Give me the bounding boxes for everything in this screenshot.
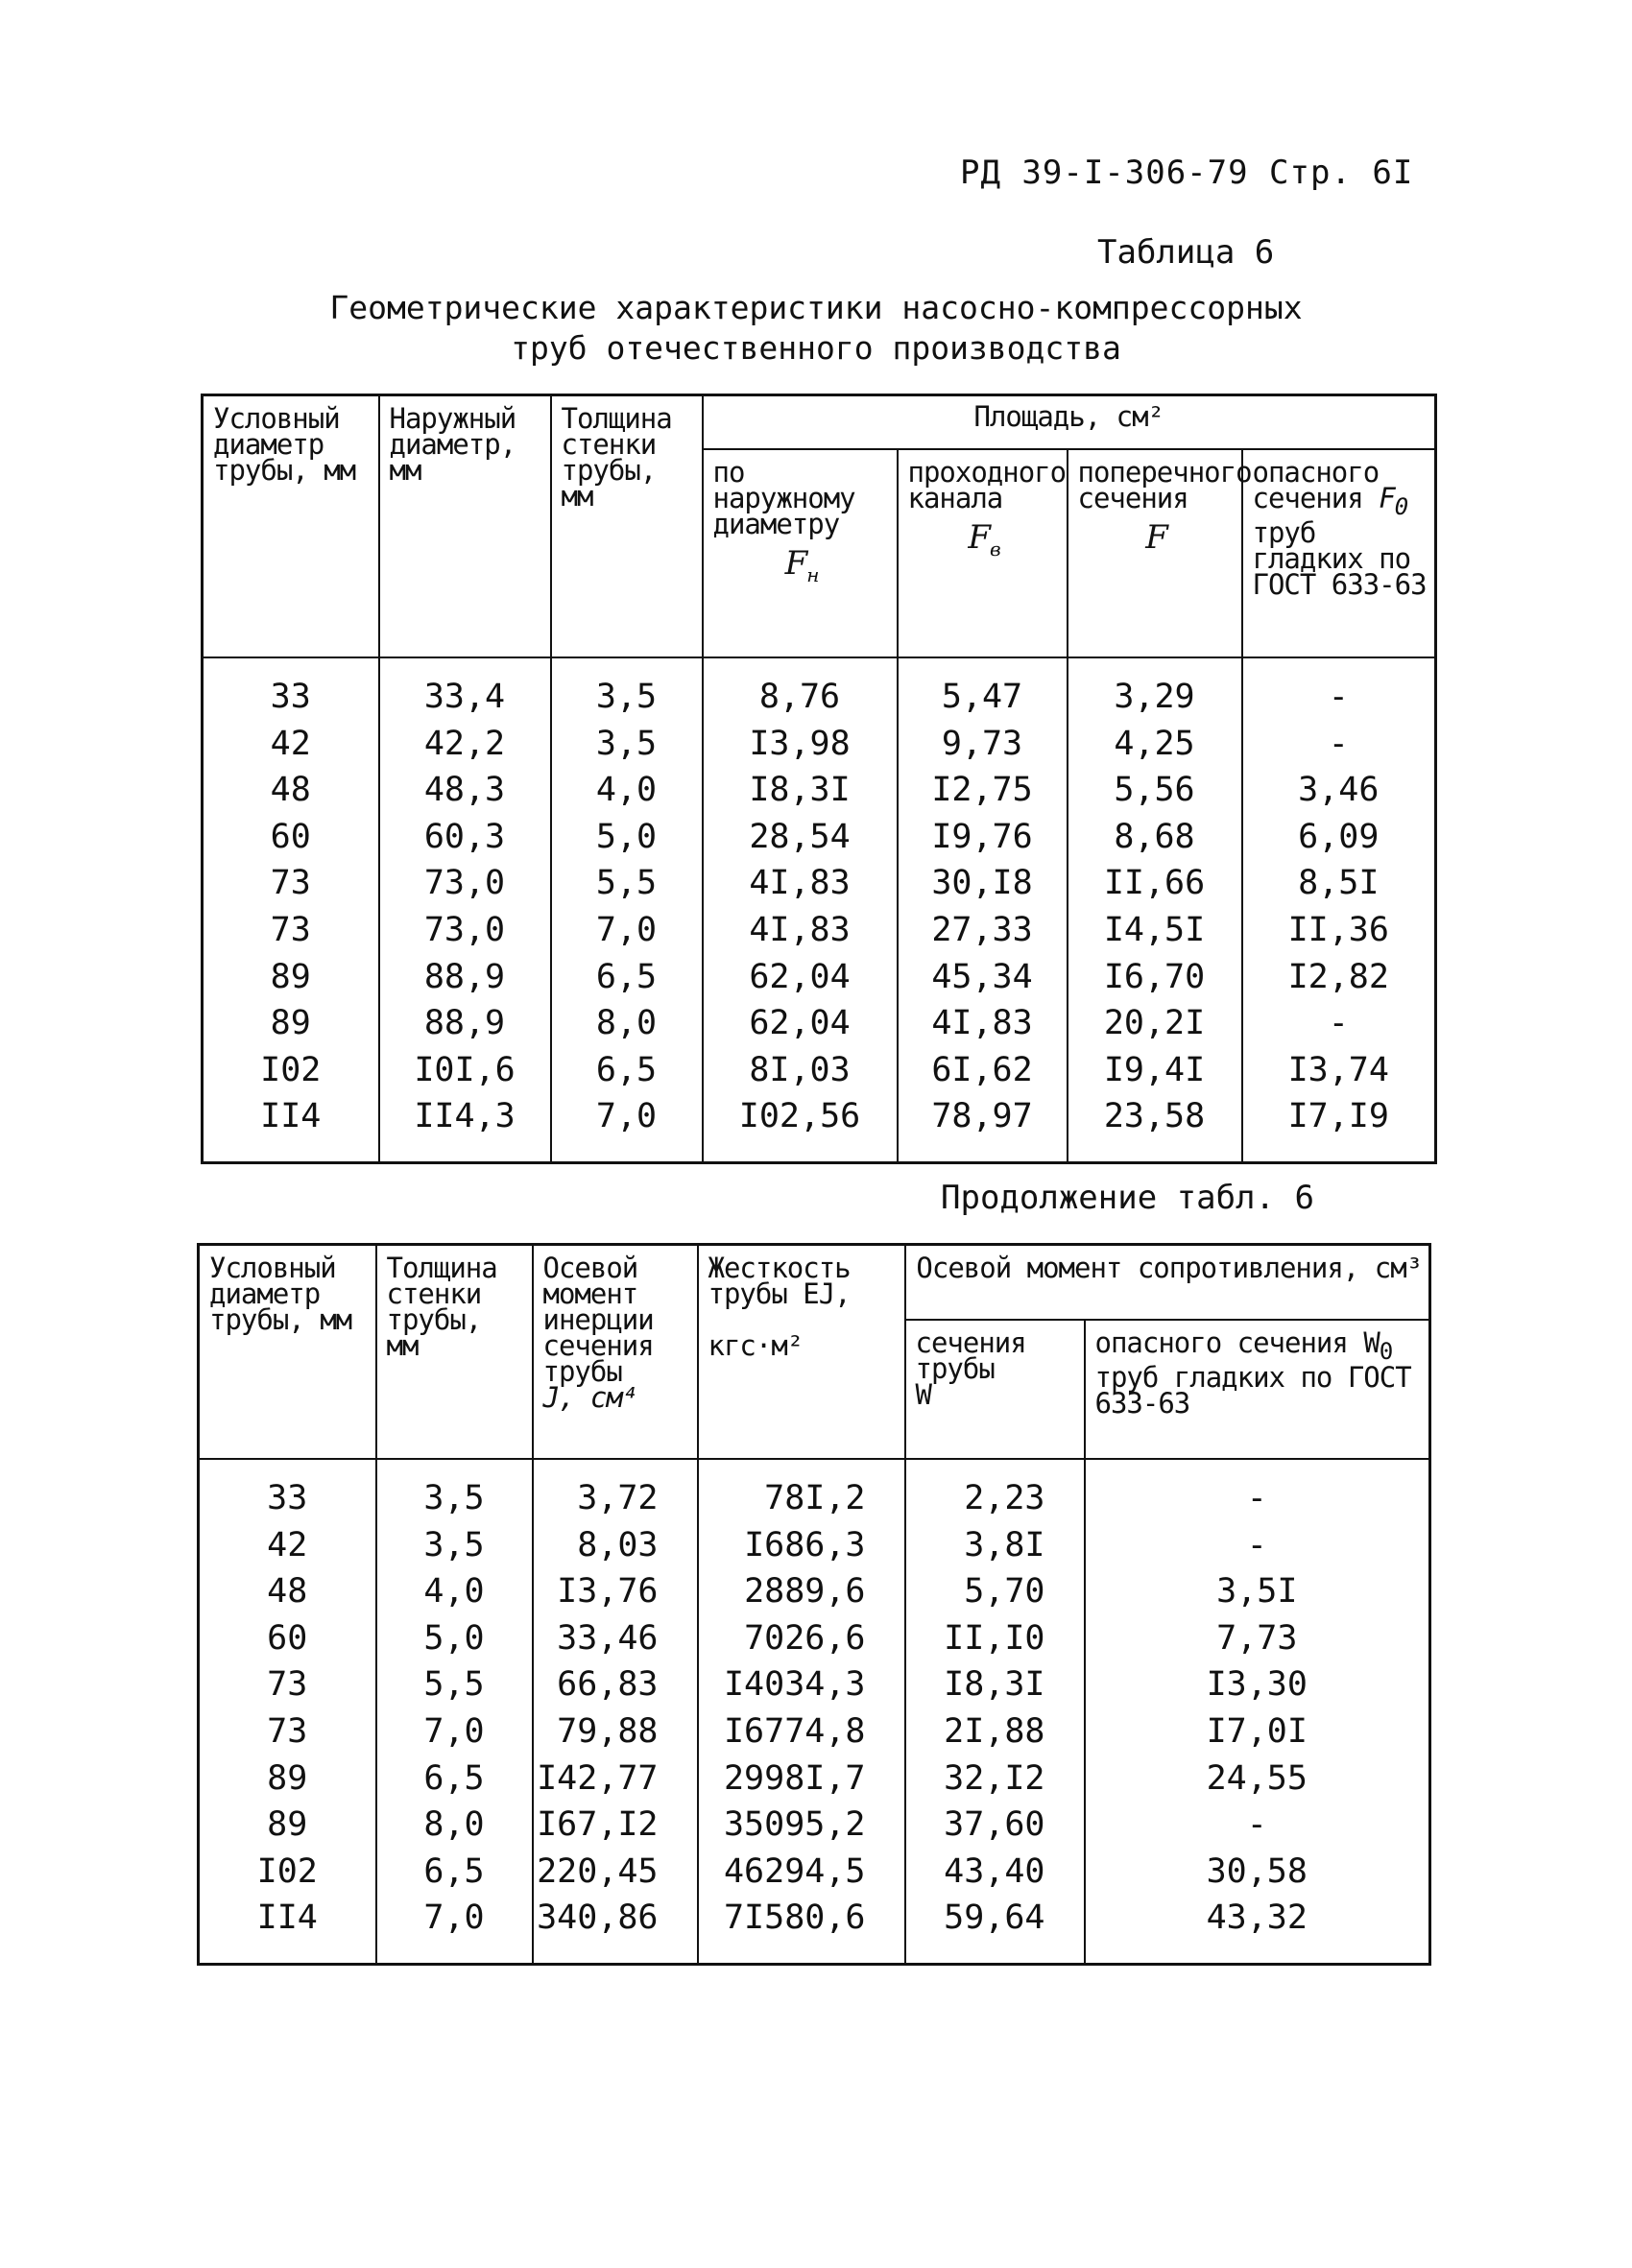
table-cell: 33	[199, 1459, 376, 1522]
table-cell: 9,73	[898, 721, 1068, 768]
table-cell: II4,3	[379, 1093, 551, 1162]
table-cell: 2889,6	[698, 1568, 905, 1615]
table-cell: I7,0I	[1085, 1708, 1430, 1755]
table-cell: 24,55	[1085, 1755, 1430, 1802]
table-cell: I4,5I	[1068, 907, 1242, 954]
table-row	[203, 1093, 1436, 1162]
table-cell: -	[1242, 657, 1436, 721]
table-cell: I3,76	[533, 1568, 698, 1615]
table-cell: 220,45	[533, 1849, 698, 1896]
table-cell: 46294,5	[698, 1849, 905, 1896]
table-row	[199, 1802, 1430, 1849]
table-cell: 89	[199, 1802, 376, 1849]
table-cell: 33,4	[379, 657, 551, 721]
table-cell: I8,3I	[905, 1661, 1085, 1708]
table-cell: 27,33	[898, 907, 1068, 954]
table-row	[199, 1522, 1430, 1569]
table-cell: II4	[203, 1093, 379, 1162]
header-danger-moment: опасного сечения $W_0$ труб гладких по ГОСТ 633-63	[1085, 1320, 1430, 1459]
f-v-symbol: $F_в$	[968, 518, 1000, 561]
table-cell: 4,0	[551, 767, 703, 814]
table-cell: 7,0	[376, 1895, 533, 1964]
table-cell: I02	[203, 1047, 379, 1094]
table-cell: 3,72	[533, 1459, 698, 1522]
table-cell: 5,56	[1068, 767, 1242, 814]
table-cell: I2,82	[1242, 954, 1436, 1001]
table-row	[199, 1615, 1430, 1662]
table-cell: 4,0	[376, 1568, 533, 1615]
table-cell: II,36	[1242, 907, 1436, 954]
table-cell: 2998I,7	[698, 1755, 905, 1802]
table-cell: I7,I9	[1242, 1093, 1436, 1162]
table-cell: 89	[203, 954, 379, 1001]
table-cell: 89	[199, 1755, 376, 1802]
table-cell: 37,60	[905, 1802, 1085, 1849]
table-row	[203, 721, 1436, 768]
w0-symbol: $W_0$	[1363, 1326, 1393, 1365]
table-cell: 66,83	[533, 1661, 698, 1708]
table-cell: 7,0	[551, 1093, 703, 1162]
table-row	[203, 954, 1436, 1001]
table-cell: 8,76	[703, 657, 898, 721]
table-cell: I2,75	[898, 767, 1068, 814]
table-row	[199, 1661, 1430, 1708]
table-cell: 8I,03	[703, 1047, 898, 1094]
table-title	[288, 288, 1344, 369]
table-cell: -	[1242, 721, 1436, 768]
table-cell: 30,58	[1085, 1849, 1430, 1896]
table-cell: 6,5	[376, 1755, 533, 1802]
table-cell: 8,0	[376, 1802, 533, 1849]
table-cell: 6,5	[376, 1849, 533, 1896]
table-cell: 62,04	[703, 954, 898, 1001]
table-row	[203, 767, 1436, 814]
table-cell: 78,97	[898, 1093, 1068, 1162]
table-cell: 7,73	[1085, 1615, 1430, 1662]
table-row	[203, 860, 1436, 907]
header-wall-thickness-2: Толщина стенки трубы, мм	[376, 1245, 533, 1460]
table-cell: 48	[203, 767, 379, 814]
f-symbol: F	[1145, 518, 1167, 557]
header-area-channel: проходного канала $F_в$	[898, 449, 1068, 657]
table-cell: 2I,88	[905, 1708, 1085, 1755]
f-n-symbol: $F_н$	[784, 544, 819, 586]
table-cell: I02	[199, 1849, 376, 1896]
table-cell: I9,76	[898, 814, 1068, 861]
table-cell: 4I,83	[703, 907, 898, 954]
moment-table	[197, 1243, 1431, 1966]
table-row	[199, 1459, 1430, 1522]
table-cell: 2,23	[905, 1459, 1085, 1522]
table-cell: 33	[203, 657, 379, 721]
table-cell: 4,25	[1068, 721, 1242, 768]
table-cell: II4	[199, 1895, 376, 1964]
table-cell: I3,30	[1085, 1661, 1430, 1708]
table-cell: 45,34	[898, 954, 1068, 1001]
table-cell: 89	[203, 1000, 379, 1047]
table-cell: 79,88	[533, 1708, 698, 1755]
table-cell: 3,5I	[1085, 1568, 1430, 1615]
table-cell: 3,46	[1242, 767, 1436, 814]
table-cell: 73	[199, 1708, 376, 1755]
table-cell: 73,0	[379, 907, 551, 954]
table-cell: 5,0	[376, 1615, 533, 1662]
table-cell: 5,0	[551, 814, 703, 861]
header-outer-diameter: Наружный диаметр, мм	[379, 395, 551, 658]
table-cell: -	[1085, 1522, 1430, 1569]
table-cell: I3,98	[703, 721, 898, 768]
table-cell: 73	[203, 860, 379, 907]
table-row	[199, 1568, 1430, 1615]
w-symbol: W	[915, 1378, 931, 1411]
header-area-group: Площадь, см²	[703, 395, 1436, 450]
table-cell: 35095,2	[698, 1802, 905, 1849]
table-cell: II,66	[1068, 860, 1242, 907]
table-cell: I4034,3	[698, 1661, 905, 1708]
header-area-outer: по наружному диаметру $F_н$	[703, 449, 898, 657]
table-cell: I686,3	[698, 1522, 905, 1569]
table-cell: 60	[203, 814, 379, 861]
table-cell: 6,5	[551, 1047, 703, 1094]
table-cell: 43,40	[905, 1849, 1085, 1896]
table-cell: 73	[199, 1661, 376, 1708]
table-cell: 3,8I	[905, 1522, 1085, 1569]
table-cell: I6,70	[1068, 954, 1242, 1001]
table-cell: 28,54	[703, 814, 898, 861]
table-cell: 3,5	[551, 657, 703, 721]
table-cell: 5,47	[898, 657, 1068, 721]
table-cell: 88,9	[379, 954, 551, 1001]
table-cell: 73,0	[379, 860, 551, 907]
j-symbol: J, см⁴	[542, 1381, 638, 1414]
table-cell: 60,3	[379, 814, 551, 861]
header-area-danger: опасного сечения $F_0$ труб гладких по ГОСТ 633-63	[1242, 449, 1436, 657]
table-cell: I6774,8	[698, 1708, 905, 1755]
table-cell: 60	[199, 1615, 376, 1662]
table-cell: 6,5	[551, 954, 703, 1001]
table-cell: 30,I8	[898, 860, 1068, 907]
table-cell: 73	[203, 907, 379, 954]
table-cell: I8,3I	[703, 767, 898, 814]
table-cell: 3,5	[376, 1522, 533, 1569]
table-row	[199, 1895, 1430, 1964]
table-row	[199, 1708, 1430, 1755]
table-cell: 5,70	[905, 1568, 1085, 1615]
continuation-label: Продолжение табл. 6	[941, 1179, 1314, 1217]
table-cell: 48,3	[379, 767, 551, 814]
header-inertia: Осевой момент инерции сечения трубы J, см⁴	[533, 1245, 698, 1460]
table-cell: 7I580,6	[698, 1895, 905, 1964]
table-row	[199, 1755, 1430, 1802]
table-cell: 48	[199, 1568, 376, 1615]
table-cell: 6,09	[1242, 814, 1436, 861]
table-cell: 78I,2	[698, 1459, 905, 1522]
table-cell: 3,5	[551, 721, 703, 768]
table-cell: I0I,6	[379, 1047, 551, 1094]
header-section-moment: сечения трубы W	[905, 1320, 1085, 1459]
table-cell: 7,0	[376, 1708, 533, 1755]
table-cell: 8,68	[1068, 814, 1242, 861]
table-cell: 23,58	[1068, 1093, 1242, 1162]
table-cell: 5,5	[551, 860, 703, 907]
table-cell: 33,46	[533, 1615, 698, 1662]
table-row	[203, 657, 1436, 721]
table-row	[203, 1047, 1436, 1094]
table-number: Таблица 6	[1097, 233, 1275, 272]
table-cell: 3,29	[1068, 657, 1242, 721]
table-cell: I42,77	[533, 1755, 698, 1802]
table-cell: 8,03	[533, 1522, 698, 1569]
header-nominal-diameter-2: Условный диаметр трубы, мм	[199, 1245, 376, 1460]
table-cell: 8,0	[551, 1000, 703, 1047]
document-reference: РД 39-I-306-79 Стр. 6I	[960, 154, 1414, 192]
table-row	[199, 1849, 1430, 1896]
header-nominal-diameter: Условный диаметр трубы, мм	[203, 395, 379, 658]
table-cell: 5,5	[376, 1661, 533, 1708]
table-cell: I3,74	[1242, 1047, 1436, 1094]
table-cell: 42,2	[379, 721, 551, 768]
header-wall-thickness: Толщина стенки трубы, мм	[551, 395, 703, 658]
table-cell: -	[1085, 1459, 1430, 1522]
header-stiffness: Жесткость трубы EJ, кгс·м²	[698, 1245, 905, 1460]
table-cell: 62,04	[703, 1000, 898, 1047]
table-cell: 4I,83	[898, 1000, 1068, 1047]
geometry-table	[201, 394, 1437, 1164]
table-cell: 6I,62	[898, 1047, 1068, 1094]
table-cell: 88,9	[379, 1000, 551, 1047]
table-cell: 7026,6	[698, 1615, 905, 1662]
table-cell: 20,2I	[1068, 1000, 1242, 1047]
table-cell: 8,5I	[1242, 860, 1436, 907]
f0-symbol: $F_0$	[1379, 482, 1408, 520]
table-cell: 59,64	[905, 1895, 1085, 1964]
table-cell: -	[1242, 1000, 1436, 1047]
table-cell: 7,0	[551, 907, 703, 954]
header-area-cross: поперечного сечения F	[1068, 449, 1242, 657]
table-title-line-2: труб отечественного производства	[511, 329, 1121, 367]
table-title-line-1: Геометрические характеристики насосно-компрессорных	[329, 289, 1303, 326]
table-cell: I67,I2	[533, 1802, 698, 1849]
table-cell: 43,32	[1085, 1895, 1430, 1964]
table-row	[203, 907, 1436, 954]
table-cell: 42	[203, 721, 379, 768]
table-cell: 340,86	[533, 1895, 698, 1964]
table-cell: I02,56	[703, 1093, 898, 1162]
table-cell: I9,4I	[1068, 1047, 1242, 1094]
table-cell: 32,I2	[905, 1755, 1085, 1802]
table-cell: 42	[199, 1522, 376, 1569]
table-cell: 3,5	[376, 1459, 533, 1522]
table-cell: II,I0	[905, 1615, 1085, 1662]
table-cell: -	[1085, 1802, 1430, 1849]
table-row	[203, 1000, 1436, 1047]
table-cell: 4I,83	[703, 860, 898, 907]
header-moment-group: Осевой момент сопротивления, см³	[905, 1245, 1430, 1321]
table-row	[203, 814, 1436, 861]
